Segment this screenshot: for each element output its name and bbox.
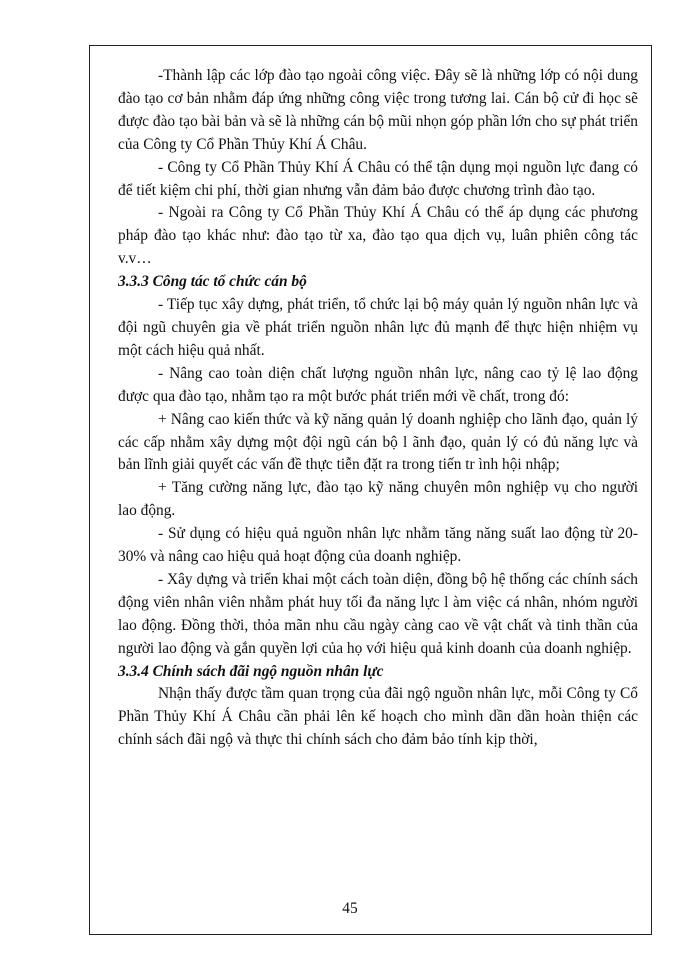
paragraph: - Xây dựng và triển khai một cách toàn diện, đồng bộ hệ thống các chính sách động viên nhân viên nhằm phát huy tối đa năng lực l àm việc cá nhân, nhóm người lao động. Đồng thời, thỏa mãn nhu cầu ngày càng cao về vật chất và tinh thần của người lao động và gắn quyền lợi của họ với hiệu quả kinh doanh của doanh nghiệp.	[118, 570, 638, 657]
paragraph: - Ngoài ra Công ty Cổ Phần Thủy Khí Á Châu có thể áp dụng các phương pháp đào tạo khác như: đào tạo từ xa, đào tạo qua dịch vụ, luân phiên công tác v.v…	[118, 204, 638, 268]
section-heading: 3.3.4 Chính sách đãi ngộ nguồn nhân lực	[118, 662, 384, 680]
paragraph: - Nâng cao toàn diện chất lượng nguồn nhân lực, nâng cao tỷ lệ lao động được qua đào tạo, nhằm tạo ra một bước phát triển mới về chất, trong đó:	[118, 364, 638, 405]
paragraph: Nhận thấy được tầm quan trọng của đãi ngộ nguồn nhân lực, mỗi Công ty Cổ Phần Thủy Khí Á Châu cần phải lên kế hoạch cho mình dần dần hoàn thiện các chính sách đãi ngộ và thực thi chính sách cho đảm bảo tính kịp thời,	[118, 685, 638, 749]
paragraph: + Nâng cao kiến thức và kỹ năng quản lý doanh nghiệp cho lãnh đạo, quản lý các cấp nhằm xây dựng một đội ngũ cán bộ l ãnh đạo, quản lý có đủ năng lực và bản lĩnh giải quyết các vấn đề thực tiễn đặt ra trong tiến tr ình hội nhập;	[118, 410, 638, 474]
section-heading: 3.3.3 Công tác tổ chức cán bộ	[118, 273, 307, 291]
document-body	[118, 65, 638, 752]
paragraph: - Tiếp tục xây dựng, phát triển, tổ chức lại bộ máy quản lý nguồn nhân lực và đội ngũ chuyên gia về phát triển nguồn nhân lực đủ mạnh để thực hiện nhiệm vụ một cách hiệu quả nhất.	[118, 296, 638, 359]
paragraph: -Thành lập các lớp đào tạo ngoài công việc. Đây sẽ là những lớp có nội dung đào tạo cơ bản nhằm đáp ứng những công việc trong tương lai. Cán bộ cử đi học sẽ được đào tạo bài bản và sẽ là những cán bộ mũi nhọn góp phần lớn cho sự phát triển của Công ty Cổ Phần Thủy Khí Á Châu.	[118, 67, 638, 153]
paragraph: - Sử dụng có hiệu quả nguồn nhân lực nhằm tăng năng suất lao động từ 20-30% và nâng cao hiệu quả hoạt động của doanh nghiệp.	[118, 525, 638, 566]
page-number: 45	[342, 900, 358, 917]
paragraph: + Tăng cường năng lực, đào tạo kỹ năng chuyên môn nghiệp vụ cho người lao động.	[118, 479, 638, 520]
paragraph: - Công ty Cổ Phần Thủy Khí Á Châu có thể tận dụng mọi nguồn lực đang có để tiết kiệm chi phí, thời gian nhưng vẫn đảm bảo được chương trình đào tạo.	[118, 158, 638, 199]
